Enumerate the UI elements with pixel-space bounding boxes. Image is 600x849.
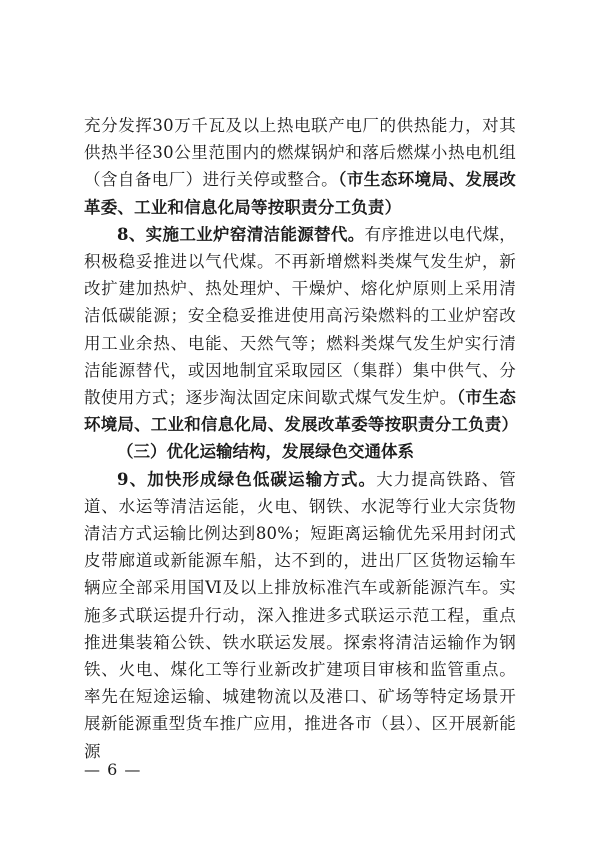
paragraph-heat-supply xyxy=(84,112,516,221)
responsibility-note: （市生态环境局、发展改革委、工业和信息化局等按职责分工负责） xyxy=(84,170,517,217)
item-9-body: 大力提高铁路、管道、水运等清洁运能，火电、钢铁、水泥等行业大宗货物清洁方式运输比例达到80%；短距离运输优先采用封闭式皮带廊道或新能源车船，达不到的，进出厂区货物运输车辆应全部采用国Ⅵ及以上排放标准汽车或新能源汽车。实施多式联运提升行动，深入推进多式联运示范工程，重点推进集装箱公铁、铁水联运发展。探索将清洁运输作为钢铁、火电、煤化工等行业新改扩建项目审核和监管重点。率先在短途运输、城建物流以及港口、矿场等特定场景开展新能源重型货车推广应用，推进各市（县）、区开展新能源 xyxy=(84,469,516,761)
paragraph-heat-supply-text: 充分发挥30万千瓦及以上热电联产电厂的供热能力，对其供热半径30公里范围内的燃煤锅炉和落后燃煤小热电机组（含自备电厂）进行关停或整合。 xyxy=(84,116,516,190)
page-number: — 6 — xyxy=(84,760,142,779)
paragraph-item-9 xyxy=(84,466,516,765)
item-8-title: 8、实施工业炉窑清洁能源替代。 xyxy=(117,224,365,244)
item-8-body: 有序推进以电代煤，积极稳妥推进以气代煤。不再新增燃料类煤气发生炉，新改扩建加热炉、热处理炉、干燥炉、熔化炉原则上采用清洁低碳能源；安全稳妥推进使用高污染燃料的工业炉窑改用工业余热、电能、天然气等；燃料类煤气发生炉实行清洁能源替代，或因地制宜采取园区（集群）集中供气、分散使用方式；逐步淘汰固定床间歇式煤气发生炉。 xyxy=(84,224,516,408)
document-body xyxy=(84,112,519,765)
item-9-title: 9、加快形成绿色低碳运输方式。 xyxy=(117,469,377,489)
item-8-responsibility: （市生态环境局、工业和信息化局、发展改革委等按职责分工负责） xyxy=(84,388,519,435)
paragraph-item-8 xyxy=(84,221,519,439)
section-heading: （三）优化运输结构，发展绿色交通体系 xyxy=(117,442,414,462)
